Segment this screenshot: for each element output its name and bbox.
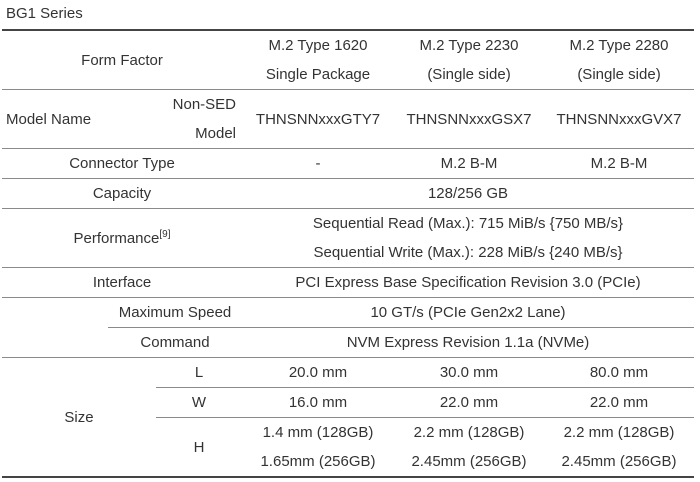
model-name-col3: THNSNNxxxGVX7 — [544, 90, 694, 149]
form-factor-col1-line1: M.2 Type 1620 — [268, 37, 368, 54]
connector-type-col2: M.2 B-M — [394, 149, 544, 179]
row-capacity — [2, 179, 694, 209]
size-w-label: W — [156, 388, 242, 418]
size-h-col2-line2: 2.45mm (256GB) — [411, 453, 527, 470]
form-factor-col3 — [544, 30, 694, 90]
form-factor-col1 — [242, 30, 394, 90]
size-w-col3: 22.0 mm — [544, 388, 694, 418]
model-name-col2: THNSNNxxxGSX7 — [394, 90, 544, 149]
size-h-col2-line1: 2.2 mm (128GB) — [413, 424, 525, 441]
size-l-col3: 80.0 mm — [544, 358, 694, 388]
command-spacer — [2, 328, 108, 358]
form-factor-col2 — [394, 30, 544, 90]
size-label: Size — [2, 358, 156, 478]
model-name-sub — [108, 90, 242, 149]
row-connector-type — [2, 149, 694, 179]
size-l-col2: 30.0 mm — [394, 358, 544, 388]
spec-table — [2, 29, 694, 478]
interface-label: Interface — [2, 268, 242, 298]
size-h-col3-line2: 2.45mm (256GB) — [561, 453, 677, 470]
max-speed-value: 10 GT/s (PCIe Gen2x2 Lane) — [242, 298, 694, 328]
capacity-value: 128/256 GB — [242, 179, 694, 209]
connector-type-col3: M.2 B-M — [544, 149, 694, 179]
performance-values — [242, 209, 694, 268]
performance-read: Sequential Read (Max.): 715 MiB/s {750 MB/s} — [312, 215, 624, 232]
form-factor-col2-line2: (Single side) — [427, 66, 511, 83]
max-speed-label: Maximum Speed — [108, 298, 242, 328]
size-h-label: H — [156, 418, 242, 478]
command-value: NVM Express Revision 1.1a (NVMe) — [242, 328, 694, 358]
row-interface — [2, 268, 694, 298]
form-factor-col3-line1: M.2 Type 2280 — [569, 37, 669, 54]
connector-type-label: Connector Type — [2, 149, 242, 179]
row-command — [2, 328, 694, 358]
form-factor-col2-line1: M.2 Type 2230 — [419, 37, 519, 54]
row-max-speed — [2, 298, 694, 328]
performance-label: Performance — [73, 229, 160, 247]
model-name-col1: THNSNNxxxGTY7 — [242, 90, 394, 149]
size-l-col1: 20.0 mm — [242, 358, 394, 388]
size-w-col1: 16.0 mm — [242, 388, 394, 418]
size-h-col1-line1: 1.4 mm (128GB) — [262, 424, 374, 441]
model-name-label: Model Name — [2, 90, 108, 149]
size-h-col1-line2: 1.65mm (256GB) — [260, 453, 376, 470]
performance-label-cell — [2, 209, 242, 268]
connector-type-col1: - — [242, 149, 394, 179]
size-l-label: L — [156, 358, 242, 388]
capacity-label: Capacity — [2, 179, 242, 209]
interface-value: PCI Express Base Specification Revision 3.0 (PCIe) — [242, 268, 694, 298]
model-name-sub-line1: Non-SED — [172, 96, 236, 113]
model-name-sub-line2: Model — [195, 125, 236, 142]
max-speed-spacer — [2, 298, 108, 328]
form-factor-label: Form Factor — [2, 30, 242, 90]
form-factor-col1-line2: Single Package — [265, 66, 371, 83]
command-label: Command — [108, 328, 242, 358]
performance-ref: [9] — [159, 228, 171, 240]
size-h-col3-line1: 2.2 mm (128GB) — [563, 424, 675, 441]
size-h-col3 — [544, 418, 694, 478]
size-h-col2 — [394, 418, 544, 478]
performance-write: Sequential Write (Max.): 228 MiB/s {240 MB/s} — [313, 244, 623, 261]
row-model-name — [2, 90, 694, 149]
row-size-l — [2, 358, 694, 388]
size-h-col1 — [242, 418, 394, 478]
table-caption: BG1 Series — [6, 5, 83, 22]
form-factor-col3-line2: (Single side) — [577, 66, 661, 83]
row-performance — [2, 209, 694, 268]
row-form-factor — [2, 30, 694, 90]
size-w-col2: 22.0 mm — [394, 388, 544, 418]
